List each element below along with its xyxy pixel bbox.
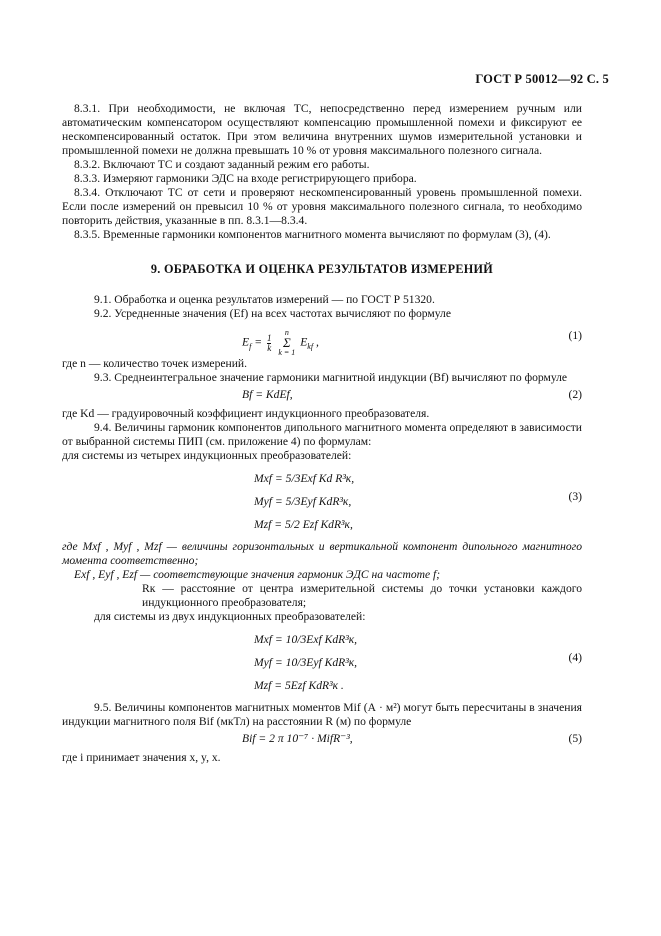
formula-4-line-3: Mzf = 5Ezf KdR³к . [254,679,344,692]
paragraph-8-3-4: 8.3.4. Отключают ТС от сети и проверяют нескомпенсированный уровень промышленной помехи. Если после измерений он превысил 10 % от уровня максимального полезного сигнала, то необходимо повторить действия, указанные в пп. 8.3.1—8.3.4. [62,186,582,227]
paragraph-9-5: 9.5. Величины компонентов магнитных моментов Mif (А · м²) могут быть пересчитаны в значения индукции магнитного поля Bif (мкТл) на расстоянии R (м) по формуле [62,701,582,728]
four-system-label: для системы из четырех индукционных преобразователей: [62,449,352,462]
formula-3-number: (3) [568,490,582,503]
formula-5 [62,729,582,749]
paragraph-8-3-3: 8.3.3. Измеряют гармоники ЭДС на входе регистрирующего прибора. [74,172,417,185]
formula-2-expression: Bf = KdEf, [242,388,293,401]
document-body [62,102,582,765]
formula-4 [62,628,582,697]
formula-4-number: (4) [568,651,582,664]
where-kd-text: где Kd — градуировочный коэффициент индукционного преобразователя. [62,407,430,420]
paragraph-9-2: 9.2. Усредненные значения (Ef) на всех частотах вычисляют по формуле [94,307,451,320]
where-m-text: где Mxf , Myf , Mzf — величины горизонтальных и вертикальной компонент дипольного магнитного момента соответственно; [62,540,582,567]
formula-3-line-3: Mzf = 5/2 Ezf KdR³к, [254,518,353,531]
page-header: ГОСТ Р 50012—92 С. 5 [475,72,609,86]
where-n-text: где n — количество точек измерений. [62,357,248,370]
formula-1-number: (1) [568,329,582,342]
formula-1 [62,323,582,357]
where-i-text: где i принимает значения x, y, x. [62,751,221,764]
formula-3 [62,467,582,536]
formula-3-line-1: Mxf = 5/3Exf Kd R³к, [254,472,355,485]
paragraph-9-1: 9.1. Обработка и оценка результатов измерений — по ГОСТ Р 51320. [94,293,435,306]
where-r-text: Rк — расстояние от центра измерительной системы до точки установки каждого индукционного преобразователя; [142,582,582,609]
where-e-text: Exf , Eyf , Ezf — соответствующие значения гармоник ЭДС на частоте f; [74,568,441,581]
two-system-label: для системы из двух индукционных преобразователей: [94,610,366,623]
formula-4-line-2: Myf = 10/3Eyf KdR³к, [254,656,358,669]
section-heading: 9. ОБРАБОТКА И ОЦЕНКА РЕЗУЛЬТАТОВ ИЗМЕРЕНИЙ [150,262,494,276]
paragraph-9-4: 9.4. Величины гармоник компонентов дипольного магнитного момента определяют в зависимости от выбранной системы ПИП (см. приложение 4) по формулам: [62,421,582,448]
formula-2-number: (2) [568,388,582,401]
formula-5-expression: Bif = 2 π 10⁻⁷ · MifR⁻³, [242,732,353,745]
formula-2 [62,385,582,405]
paragraph-9-3: 9.3. Среднеинтегральное значение гармоники магнитной индукции (Bf) вычисляют по формуле [94,371,568,384]
paragraph-8-3-1: 8.3.1. При необходимости, не включая ТС, непосредственно перед измерением ручным или автоматическим компенсатором осуществляют компенсацию промышленной помехи и фиксируют ее нескомпенсированный остаток. При этом величина внутренних шумов измерительной установки и промышленной помехи не должна превышать 10 % от уровня максимального полезного сигнала. [62,102,582,157]
paragraph-8-3-5: 8.3.5. Временные гармоники компонентов магнитного момента вычисляют по формулам (3), (4). [74,228,551,241]
paragraph-8-3-2: 8.3.2. Включают ТС и создают заданный режим его работы. [74,158,370,171]
formula-1-expression: $E_f = \frac{1}{k}$ n Σ k = 1 $E_{kf}$ , [242,328,319,357]
formula-3-line-2: Myf = 5/3Eyf KdR³к, [254,495,352,508]
formula-5-number: (5) [568,732,582,745]
formula-4-line-1: Mxf = 10/3Exf KdR³к, [254,633,358,646]
